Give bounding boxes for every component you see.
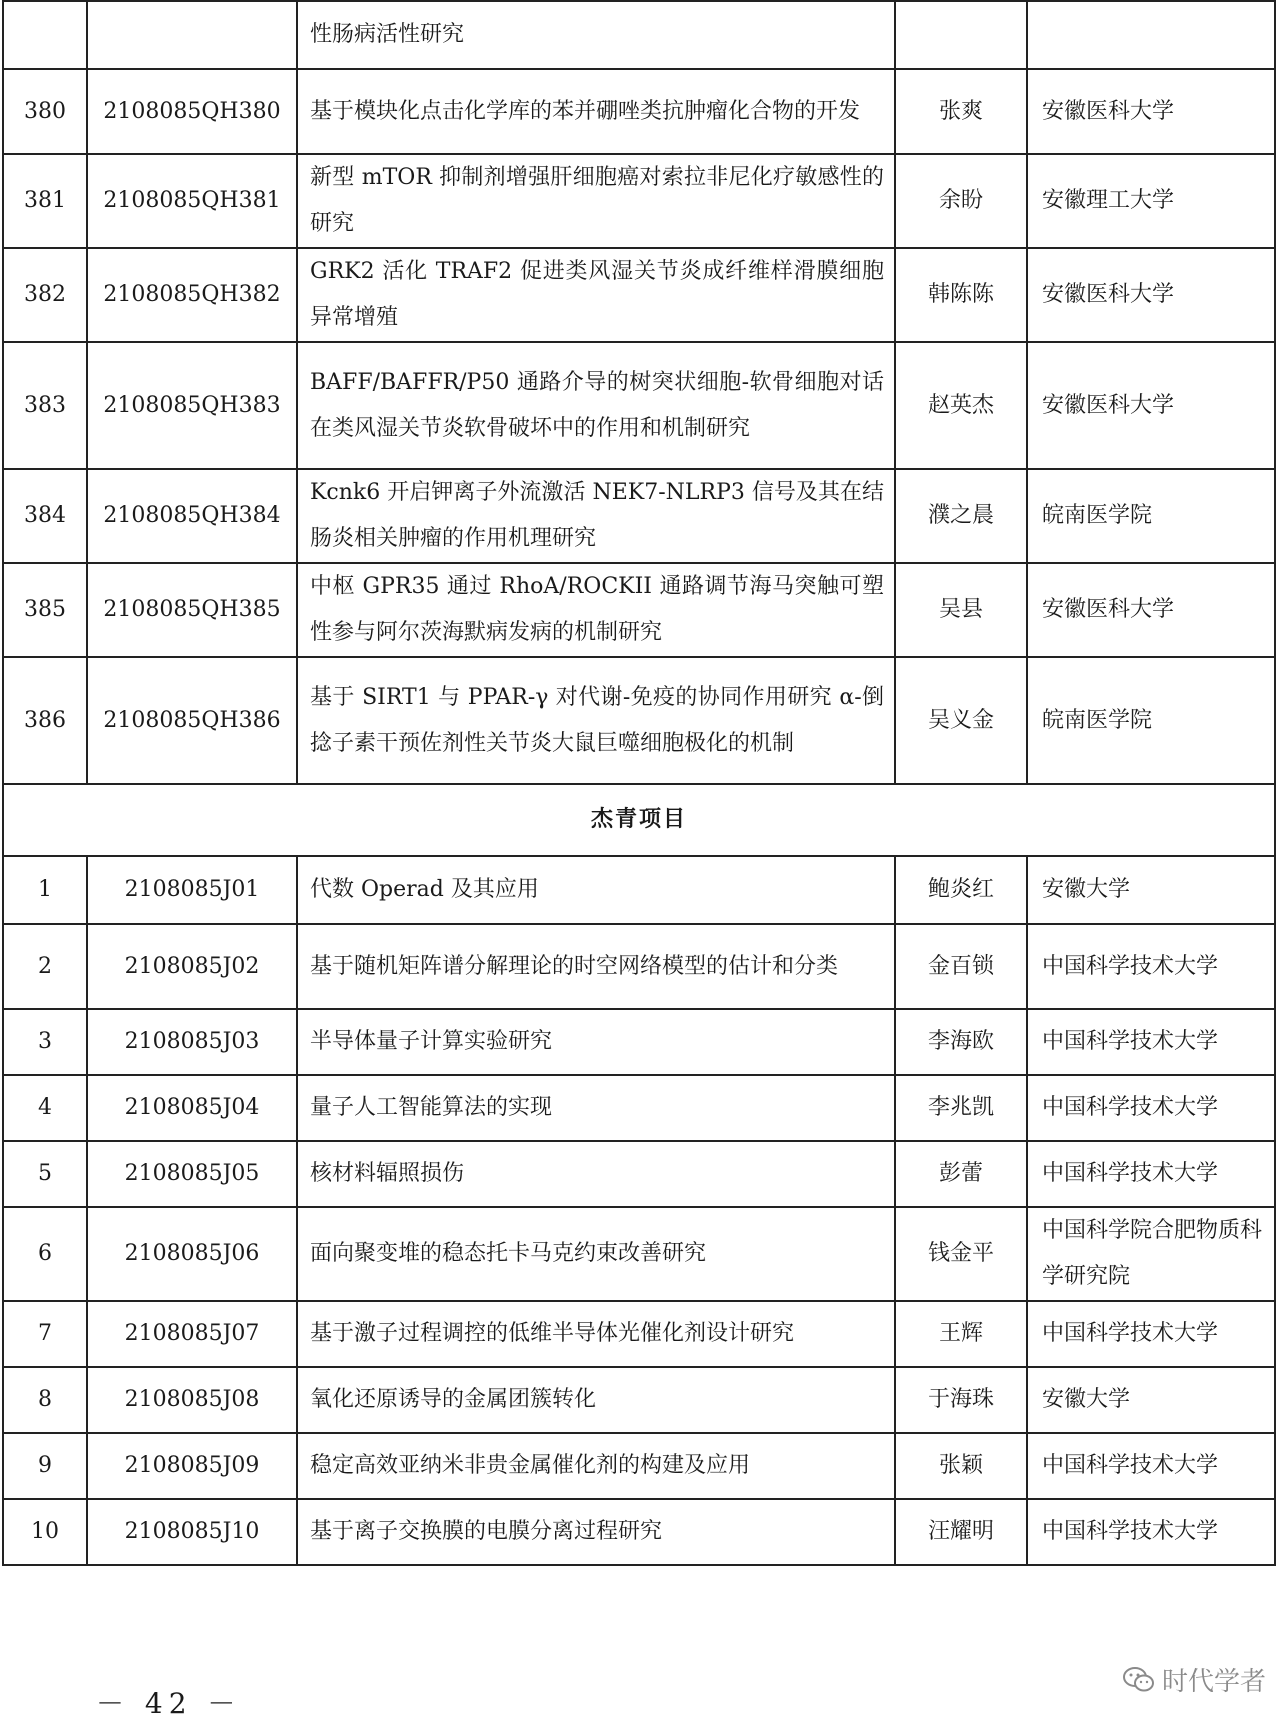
project-title: GRK2 活化 TRAF2 促进类风湿关节炎成纤维样滑膜细胞异常增殖 — [297, 248, 895, 342]
project-title: 基于离子交换膜的电膜分离过程研究 — [297, 1499, 895, 1565]
table-row — [3, 69, 1275, 154]
row-number: 380 — [3, 69, 87, 154]
row-number: 8 — [3, 1367, 87, 1433]
project-title: BAFF/BAFFR/P50 通路介导的树突状细胞-软骨细胞对话在类风湿关节炎软骨破坏中的作用和机制研究 — [297, 342, 895, 469]
project-title: 氧化还原诱导的金属团簇转化 — [297, 1367, 895, 1433]
institution: 中国科学技术大学 — [1027, 1141, 1275, 1207]
project-id: 2108085J03 — [87, 1009, 297, 1075]
project-title: 基于激子过程调控的低维半导体光催化剂设计研究 — [297, 1301, 895, 1367]
table-row — [3, 1367, 1275, 1433]
institution: 中国科学技术大学 — [1027, 1301, 1275, 1367]
project-title: 基于模块化点击化学库的苯并硼唑类抗肿瘤化合物的开发 — [297, 69, 895, 154]
principal-investigator: 余盼 — [895, 154, 1027, 248]
principal-investigator: 吴义金 — [895, 657, 1027, 784]
row-number: 381 — [3, 154, 87, 248]
row-number: 383 — [3, 342, 87, 469]
project-title: 性肠病活性研究 — [297, 1, 895, 69]
table-row — [3, 1499, 1275, 1565]
row-number: 5 — [3, 1141, 87, 1207]
section-header-row — [3, 784, 1275, 856]
table-row — [3, 1075, 1275, 1141]
institution: 安徽医科大学 — [1027, 342, 1275, 469]
project-title: 半导体量子计算实验研究 — [297, 1009, 895, 1075]
row-number: 1 — [3, 856, 87, 924]
project-id: 2108085QH384 — [87, 469, 297, 563]
row-number: 385 — [3, 563, 87, 657]
institution: 安徽医科大学 — [1027, 69, 1275, 154]
row-number — [3, 1, 87, 69]
institution: 皖南医学院 — [1027, 657, 1275, 784]
institution: 中国科学技术大学 — [1027, 1433, 1275, 1499]
principal-investigator: 于海珠 — [895, 1367, 1027, 1433]
principal-investigator: 王辉 — [895, 1301, 1027, 1367]
project-id: 2108085QH382 — [87, 248, 297, 342]
table-row — [3, 342, 1275, 469]
table-row — [3, 1, 1275, 69]
project-title: 中枢 GPR35 通过 RhoA/ROCKII 通路调节海马突触可塑性参与阿尔茨海默病发病的机制研究 — [297, 563, 895, 657]
table-row — [3, 1141, 1275, 1207]
table-row — [3, 1433, 1275, 1499]
project-id: 2108085J08 — [87, 1367, 297, 1433]
principal-investigator: 金百锁 — [895, 924, 1027, 1009]
institution: 中国科学技术大学 — [1027, 1075, 1275, 1141]
table-row — [3, 856, 1275, 924]
institution: 安徽医科大学 — [1027, 563, 1275, 657]
institution: 中国科学技术大学 — [1027, 1009, 1275, 1075]
principal-investigator: 彭蕾 — [895, 1141, 1027, 1207]
project-id: 2108085QH386 — [87, 657, 297, 784]
project-id: 2108085J10 — [87, 1499, 297, 1565]
table-row — [3, 469, 1275, 563]
principal-investigator: 鲍炎红 — [895, 856, 1027, 924]
principal-investigator: 吴县 — [895, 563, 1027, 657]
row-number: 7 — [3, 1301, 87, 1367]
institution: 安徽理工大学 — [1027, 154, 1275, 248]
watermark — [1122, 1661, 1266, 1698]
project-id: 2108085J01 — [87, 856, 297, 924]
row-number: 382 — [3, 248, 87, 342]
institution: 皖南医学院 — [1027, 469, 1275, 563]
row-number: 4 — [3, 1075, 87, 1141]
table-row — [3, 657, 1275, 784]
page-number: － 42 － — [96, 1687, 242, 1720]
project-id: 2108085J07 — [87, 1301, 297, 1367]
project-id: 2108085QH385 — [87, 563, 297, 657]
institution — [1027, 1, 1275, 69]
project-title: Kcnk6 开启钾离子外流激活 NEK7-NLRP3 信号及其在结肠炎相关肿瘤的作用机理研究 — [297, 469, 895, 563]
watermark-text: 时代学者 — [1161, 1667, 1266, 1697]
table-row — [3, 924, 1275, 1009]
table-row — [3, 248, 1275, 342]
institution: 中国科学技术大学 — [1027, 1499, 1275, 1565]
project-table — [2, 0, 1276, 1566]
section-title: 杰青项目 — [3, 784, 1275, 856]
row-number: 2 — [3, 924, 87, 1009]
principal-investigator: 李海欧 — [895, 1009, 1027, 1075]
project-id: 2108085J02 — [87, 924, 297, 1009]
project-title: 基于 SIRT1 与 PPAR-γ 对代谢-免疫的协同作用研究 α-倒捻子素干预佐剂性关节炎大鼠巨噬细胞极化的机制 — [297, 657, 895, 784]
project-title: 稳定高效亚纳米非贵金属催化剂的构建及应用 — [297, 1433, 895, 1499]
project-title: 量子人工智能算法的实现 — [297, 1075, 895, 1141]
table-row — [3, 154, 1275, 248]
project-id: 2108085J04 — [87, 1075, 297, 1141]
table-row — [3, 1301, 1275, 1367]
table-row — [3, 563, 1275, 657]
row-number: 384 — [3, 469, 87, 563]
principal-investigator: 张爽 — [895, 69, 1027, 154]
wechat-icon — [1122, 1665, 1156, 1695]
row-number: 9 — [3, 1433, 87, 1499]
principal-investigator: 韩陈陈 — [895, 248, 1027, 342]
project-title: 代数 Operad 及其应用 — [297, 856, 895, 924]
project-id: 2108085J06 — [87, 1207, 297, 1301]
project-id: 2108085QH383 — [87, 342, 297, 469]
institution: 中国科学院合肥物质科学研究院 — [1027, 1207, 1275, 1301]
project-id: 2108085J09 — [87, 1433, 297, 1499]
institution: 安徽大学 — [1027, 1367, 1275, 1433]
principal-investigator: 张颖 — [895, 1433, 1027, 1499]
principal-investigator: 赵英杰 — [895, 342, 1027, 469]
project-id: 2108085J05 — [87, 1141, 297, 1207]
project-title: 基于随机矩阵谱分解理论的时空网络模型的估计和分类 — [297, 924, 895, 1009]
principal-investigator: 钱金平 — [895, 1207, 1027, 1301]
institution: 安徽医科大学 — [1027, 248, 1275, 342]
table-row — [3, 1207, 1275, 1301]
principal-investigator: 濮之晨 — [895, 469, 1027, 563]
institution: 安徽大学 — [1027, 856, 1275, 924]
row-number: 10 — [3, 1499, 87, 1565]
principal-investigator: 汪耀明 — [895, 1499, 1027, 1565]
row-number: 386 — [3, 657, 87, 784]
project-id: 2108085QH381 — [87, 154, 297, 248]
principal-investigator — [895, 1, 1027, 69]
project-id: 2108085QH380 — [87, 69, 297, 154]
project-title: 面向聚变堆的稳态托卡马克约束改善研究 — [297, 1207, 895, 1301]
project-title: 新型 mTOR 抑制剂增强肝细胞癌对索拉非尼化疗敏感性的研究 — [297, 154, 895, 248]
table-row — [3, 1009, 1275, 1075]
institution: 中国科学技术大学 — [1027, 924, 1275, 1009]
project-title: 核材料辐照损伤 — [297, 1141, 895, 1207]
project-id — [87, 1, 297, 69]
principal-investigator: 李兆凯 — [895, 1075, 1027, 1141]
row-number: 3 — [3, 1009, 87, 1075]
row-number: 6 — [3, 1207, 87, 1301]
